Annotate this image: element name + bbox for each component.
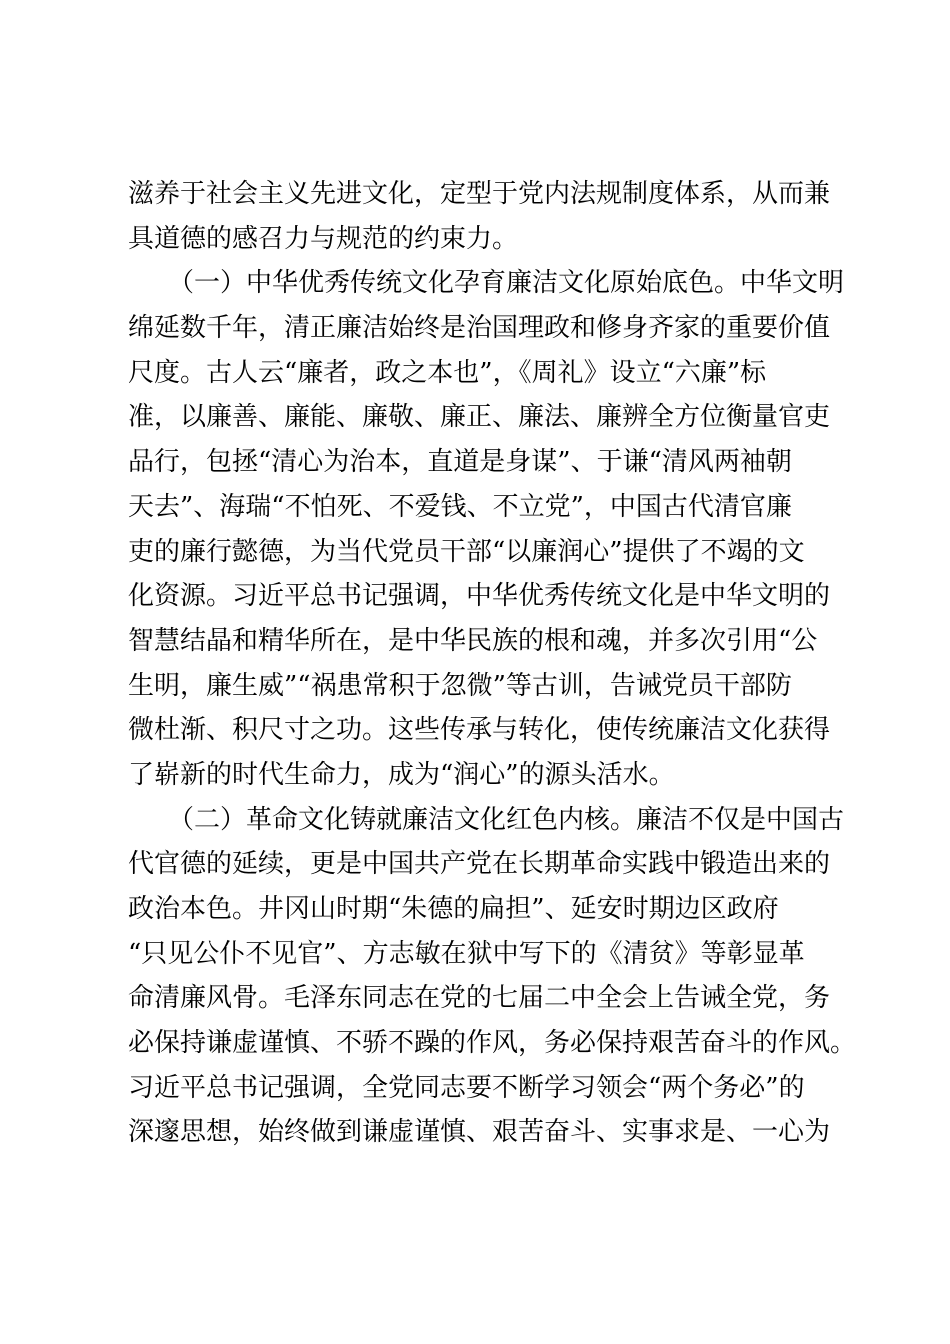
text-line: 深邃思想，始终做到谦虚谨慎、艰苦奋斗、实事求是、一心为 <box>128 1117 831 1148</box>
text-line: 滋养于社会主义先进文化，定型于党内法规制度体系，从而兼 <box>128 179 831 209</box>
text-line: 具道德的感召力与规范的约束力。 <box>128 223 519 254</box>
text-line: 绵延数千年，清正廉洁始终是治国理政和修身齐家的重要价值 <box>128 313 831 344</box>
text-line: 命清廉风骨。毛泽东同志在党的七届二中全会上告诫全党，务 <box>128 983 831 1014</box>
text-line: 品行，包拯“清心为治本，直道是身谋”、于谦“清风两袖朝 <box>128 447 792 478</box>
text-line: 代官德的延续，更是中国共产党在长期革命实践中锻造出来的 <box>128 849 831 880</box>
text-line: 微杜渐、积尺寸之功。这些传承与转化，使传统廉洁文化获得 <box>128 715 831 746</box>
text-line: “只见公仆不见官”、方志敏在狱中写下的《清贫》等彰显革 <box>128 938 805 969</box>
text-line: 了崭新的时代生命力，成为“润心”的源头活水。 <box>128 759 675 790</box>
text-line: 生明，廉生威”“祸患常积于忽微”等古训，告诫党员干部防 <box>128 670 792 701</box>
text-line: 必保持谦虚谨慎、不骄不躁的作风，务必保持艰苦奋斗的作风。 <box>128 1028 857 1059</box>
body-text <box>128 172 857 1155</box>
text-line: 化资源。习近平总书记强调，中华优秀传统文化是中华文明的 <box>128 581 831 612</box>
text-line: 吏的廉行懿德，为当代党员干部“以廉润心”提供了不竭的文 <box>128 536 805 567</box>
text-line: 准，以廉善、廉能、廉敬、廉正、廉法、廉辨全方位衡量官吏 <box>128 402 831 433</box>
section-heading-line: （二）革命文化铸就廉洁文化红色内核。廉洁不仅是中国古 <box>168 804 845 835</box>
text-line: 政治本色。井冈山时期“朱德的扁担”、延安时期边区政府 <box>128 894 779 924</box>
text-line: 习近平总书记强调，全党同志要不断学习领会“两个务必”的 <box>128 1072 805 1103</box>
section-heading-line: （一）中华优秀传统文化孕育廉洁文化原始底色。中华文明 <box>168 268 845 299</box>
text-line: 尺度。古人云“廉者，政之本也”，《周礼》设立“六廉”标 <box>128 357 767 388</box>
text-line: 智慧结晶和精华所在，是中华民族的根和魂，并多次引用“公 <box>128 625 818 656</box>
text-line: 天去”、海瑞“不怕死、不爱钱、不立党”，中国古代清官廉 <box>128 491 792 522</box>
